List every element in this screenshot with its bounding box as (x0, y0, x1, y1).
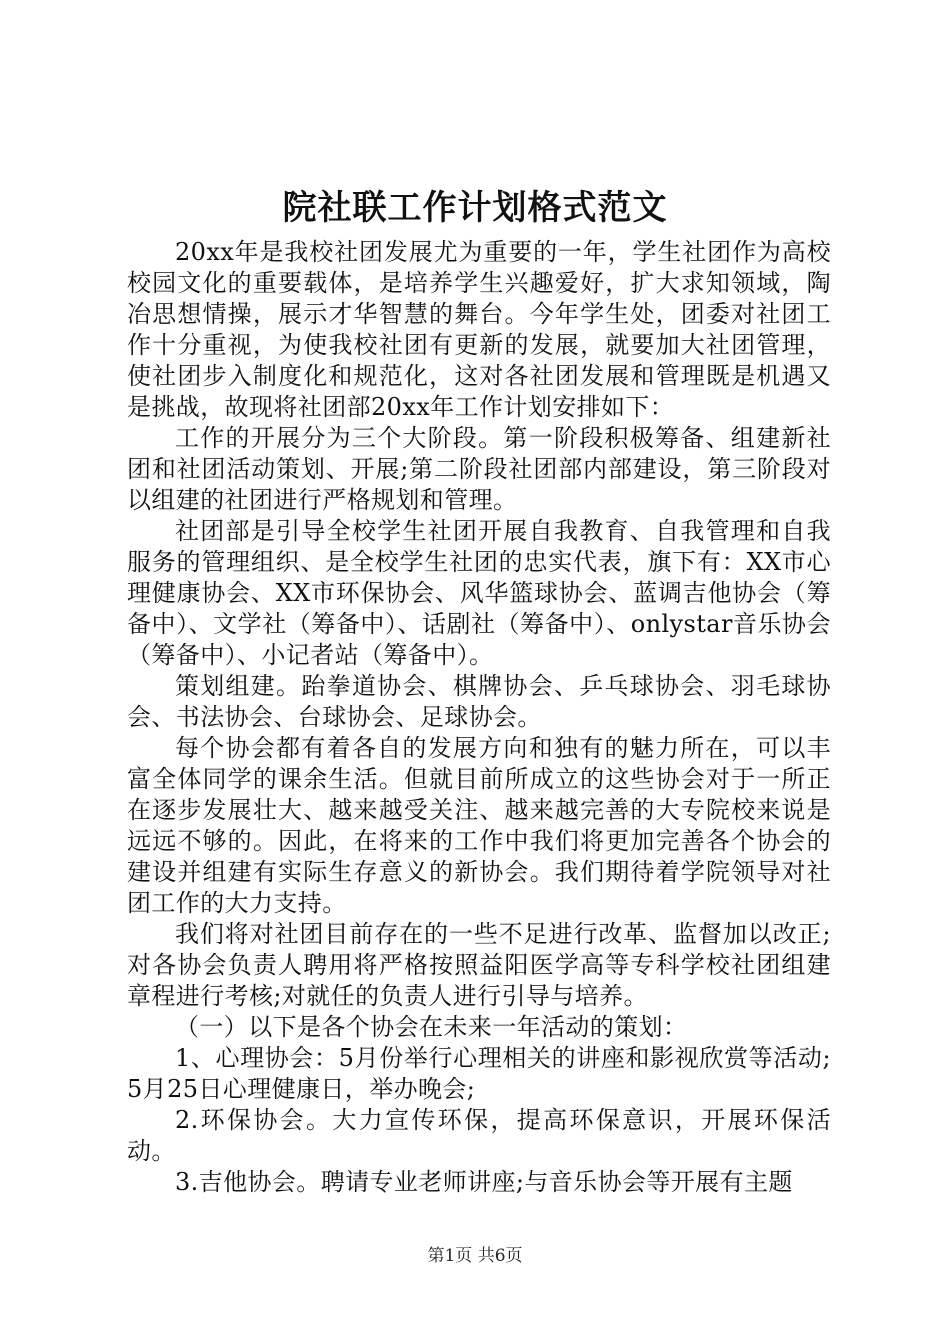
paragraph-item-environment: 2.环保协会。大力宣传环保，提高环保意识，开展环保活动。 (127, 1106, 831, 1165)
paragraph-plan-heading: （一）以下是各个协会在未来一年活动的策划： (175, 1013, 688, 1041)
paragraph-item-guitar: 3.吉他协会。聘请专业老师讲座;与音乐协会等开展有主题 (175, 1168, 793, 1196)
paragraph-stages: 工作的开展分为三个大阶段。第一阶段积极筹备、组建新社团和社团活动策划、开展;第二阶段社团部内部建设，第三阶段对以组建的社团进行严格规划和管理。 (127, 424, 831, 514)
paragraph-development: 每个协会都有着各自的发展方向和独有的魅力所在，可以丰富全体同学的课余生活。但就目前所成立的这些协会对于一所正在逐步发展壮大、越来越受关注、越来越完善的大专院校来说是远远不够的。因此，在将来的工作中我们将更加完善各个协会的建设并组建有实际生存意义的新协会。我们期待着学院领导对社团工作的大力支持。 (127, 734, 831, 917)
paragraph-reform: 我们将对社团目前存在的一些不足进行改革、监督加以改正;对各协会负责人聘用将严格按照益阳医学高等专科学校社团组建章程进行考核;对就任的负责人进行引导与培养。 (127, 920, 831, 1010)
paragraph-intro: 20xx年是我校社团发展尤为重要的一年，学生社团作为高校校园文化的重要载体，是培养学生兴趣爱好，扩大求知领域，陶冶思想情操，展示才华智慧的舞台。今年学生处，团委对社团工作十分重视，为使我校社团有更新的发展，就要加大社团管理，使社团步入制度化和规范化，这对各社团发展和管理既是机遇又是挑战，故现将社团部20xx年工作计划安排如下： (127, 238, 831, 421)
paragraph-department: 社团部是引导全校学生社团开展自我教育、自我管理和自我服务的管理组织、是全校学生社团的忠实代表，旗下有：XX市心理健康协会、XX市环保协会、风华篮球协会、蓝调吉他协会（筹备中）、文学社（筹备中）、话剧社（筹备中）、onlystar音乐协会（筹备中）、小记者站（筹备中）。 (127, 517, 831, 669)
document-body (127, 237, 831, 1198)
page-number-footer: 第1页 共6页 (427, 1246, 523, 1266)
paragraph-item-psychology: 1、心理协会：5月份举行心理相关的讲座和影视欣赏等活动;5月25日心理健康日，举办晚会; (127, 1044, 831, 1103)
paragraph-planned-clubs: 策划组建。跆拳道协会、棋牌协会、乒乓球协会、羽毛球协会、书法协会、台球协会、足球协会。 (127, 672, 831, 731)
document-title: 院社联工作计划格式范文 (282, 188, 668, 228)
